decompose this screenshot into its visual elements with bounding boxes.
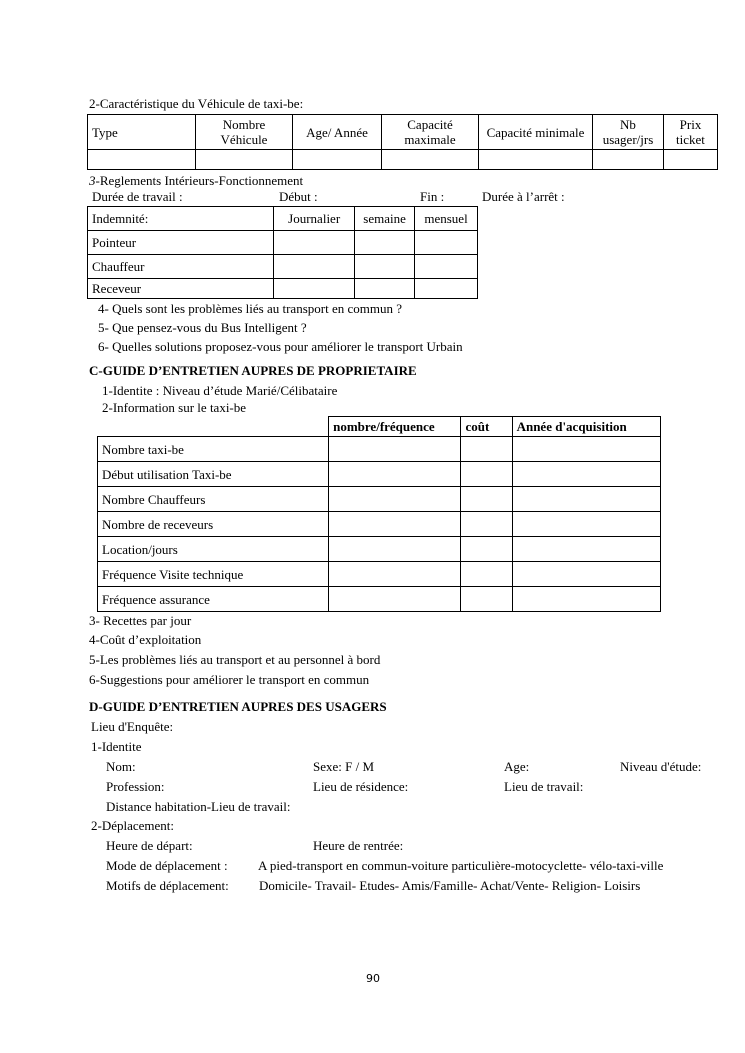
- travel-reason-label: Motifs de déplacement:: [106, 878, 229, 893]
- taxi-info-header-frequency: nombre/fréquence: [329, 417, 461, 437]
- taxi-info-row: Nombre Chauffeurs: [98, 487, 661, 512]
- vehicle-header-count: Nombre Véhicule: [196, 115, 293, 150]
- taxi-info-row: Fréquence Visite technique: [98, 562, 661, 587]
- indemnity-row: Pointeur: [88, 231, 478, 255]
- work-end-label: Fin :: [420, 189, 445, 204]
- user-identity-title: 1-Identite: [91, 739, 142, 754]
- indemnity-row: Receveur: [88, 279, 478, 299]
- taxi-info-header-cost: coût: [461, 417, 512, 437]
- work-start-label: Début :: [279, 189, 318, 204]
- taxi-info-row: Fréquence assurance: [98, 587, 661, 612]
- section-d-title: D-GUIDE D’ENTRETIEN AUPRES DES USAGERS: [89, 699, 387, 714]
- section-c-title: C-GUIDE D’ENTRETIEN AUPRES DE PROPRIETAIRE: [89, 363, 417, 378]
- profession-label: Profession:: [106, 779, 165, 794]
- owner-item: 3- Recettes par jour: [89, 613, 192, 628]
- vehicle-header-type: Type: [88, 115, 196, 150]
- indemnity-header-weekly: semaine: [355, 207, 415, 231]
- rules-title: 3-Reglements Intérieurs-Fonctionnement: [89, 173, 304, 188]
- travel-mode-label: Mode de déplacement :: [106, 858, 228, 873]
- survey-location-label: Lieu d'Enquête:: [91, 719, 174, 734]
- taxi-info-title: 2-Information sur le taxi-be: [102, 400, 247, 415]
- vehicle-header-users: Nb usager/jrs: [593, 115, 664, 150]
- name-label: Nom:: [106, 759, 136, 774]
- stop-duration-label: Durée à l’arrêt :: [482, 189, 565, 204]
- return-time-label: Heure de rentrée:: [313, 838, 404, 853]
- vehicle-header-price: Prix ticket: [664, 115, 718, 150]
- vehicle-table: [87, 114, 718, 170]
- taxi-info-header-year: Année d'acquisition: [512, 417, 660, 437]
- travel-reason-options: Domicile- Travail- Etudes- Amis/Famille- Achat/Vente- Religion- Loisirs: [259, 878, 641, 893]
- taxi-info-row: Location/jours: [98, 537, 661, 562]
- owner-item: 6-Suggestions pour améliorer le transport en commun: [89, 672, 370, 687]
- taxi-info-row: Début utilisation Taxi-be: [98, 462, 661, 487]
- vehicle-section-title: 2-Caractéristique du Véhicule de taxi-be:: [89, 96, 304, 111]
- owner-item: 4-Coût d’exploitation: [89, 632, 202, 647]
- residence-label: Lieu de résidence:: [313, 779, 409, 794]
- indemnity-table: [87, 206, 478, 299]
- question-item: 5- Que pensez-vous du Bus Intelligent ?: [98, 320, 307, 335]
- distance-label: Distance habitation-Lieu de travail:: [106, 799, 291, 814]
- owner-item: 5-Les problèmes liés au transport et au personnel à bord: [89, 652, 381, 667]
- work-duration-label: Durée de travail :: [92, 189, 183, 204]
- travel-title: 2-Déplacement:: [91, 818, 175, 833]
- taxi-info-row: Nombre de receveurs: [98, 512, 661, 537]
- indemnity-header-daily: Journalier: [274, 207, 355, 231]
- vehicle-header-capacity-max: Capacité maximale: [382, 115, 479, 150]
- taxi-info-row: Nombre taxi-be: [98, 437, 661, 462]
- age-label: Age:: [504, 759, 530, 774]
- sex-label: Sexe: F / M: [313, 759, 375, 774]
- indemnity-header-label: Indemnité:: [88, 207, 274, 231]
- travel-mode-options: A pied-transport en commun-voiture particulière-motocyclette- vélo-taxi-ville: [258, 858, 664, 873]
- vehicle-header-capacity-min: Capacité minimale: [479, 115, 593, 150]
- owner-identity: 1-Identite : Niveau d’étude Marié/Célibataire: [102, 383, 338, 398]
- page-number: 90: [366, 972, 380, 985]
- indemnity-header-monthly: mensuel: [415, 207, 478, 231]
- departure-time-label: Heure de départ:: [106, 838, 193, 853]
- taxi-info-table: [97, 416, 661, 612]
- question-item: 6- Quelles solutions proposez-vous pour améliorer le transport Urbain: [98, 339, 463, 354]
- vehicle-blank-row: [88, 150, 718, 170]
- indemnity-row: Chauffeur: [88, 255, 478, 279]
- vehicle-header-age: Age/ Année: [293, 115, 382, 150]
- education-label: Niveau d'étude:: [620, 759, 702, 774]
- question-item: 4- Quels sont les problèmes liés au transport en commun ?: [98, 301, 402, 316]
- workplace-label: Lieu de travail:: [504, 779, 584, 794]
- taxi-info-header-empty: [98, 417, 329, 437]
